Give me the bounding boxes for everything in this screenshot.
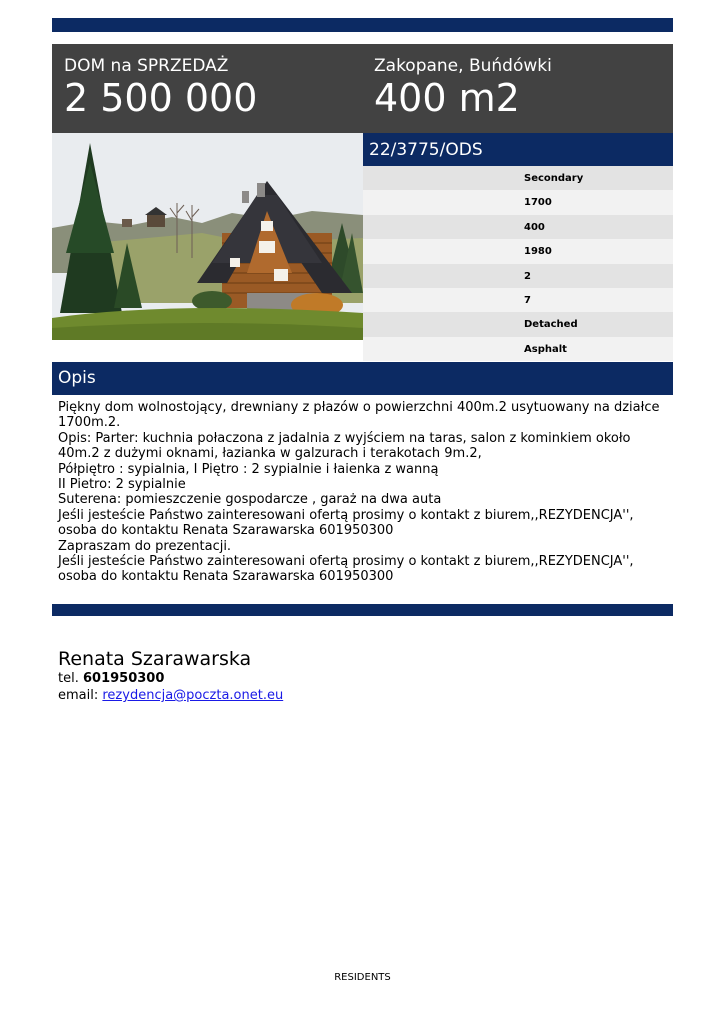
email-line bbox=[58, 687, 283, 704]
location: Zakopane, Buńdówki bbox=[374, 56, 552, 76]
spec-value: Detached bbox=[524, 319, 578, 331]
price: 2 500 000 bbox=[64, 76, 258, 120]
spec-value: 7 bbox=[524, 294, 531, 306]
description-line: Piękny dom wolnostojący, drewniany z płazów o powierzchni 400m.2 usytuowany na działce 1700m.2. bbox=[58, 400, 660, 431]
description-line: Suterena: pomieszczenie gospodarcze , garaż na dwa auta bbox=[58, 492, 442, 508]
listing-reference: 22/3775/ODS bbox=[369, 140, 483, 160]
top-accent-band bbox=[52, 18, 673, 32]
spec-row-access-road bbox=[363, 337, 673, 361]
description-title: Opis bbox=[58, 368, 96, 388]
footer-text: RESIDENTS bbox=[334, 972, 391, 983]
spec-row-rooms bbox=[363, 288, 673, 312]
description-body bbox=[58, 400, 668, 585]
spec-value: Asphalt bbox=[524, 343, 567, 355]
bottom-accent-band bbox=[52, 604, 673, 616]
spec-row-plot-area bbox=[363, 190, 673, 214]
reference-bar bbox=[363, 133, 673, 166]
phone-line bbox=[58, 670, 283, 687]
phone-label: tel. bbox=[58, 671, 79, 686]
spec-row-market bbox=[363, 166, 673, 190]
header-right bbox=[374, 56, 552, 120]
listing-header bbox=[52, 44, 673, 133]
email-link[interactable]: rezydencja@poczta.onet.eu bbox=[102, 688, 284, 703]
spec-value: 400 bbox=[524, 221, 545, 233]
spec-value: Secondary bbox=[524, 173, 584, 184]
property-type-label: DOM na SPRZEDAŻ bbox=[64, 56, 229, 76]
description-line: Jeśli jesteście Państwo zainteresowani ofertą prosimy o kontakt z biurem,,REZYDENCJA'', osoba do kontaktu Renata Szarawarska 601950300 bbox=[58, 507, 634, 539]
spec-row-usable-area bbox=[363, 215, 673, 239]
spec-value: 1980 bbox=[524, 246, 552, 258]
spec-row-floors bbox=[363, 264, 673, 288]
description-line: Jeśli jesteście Państwo zainteresowani ofertą prosimy o kontakt z biurem,,REZYDENCJA'', osoba do kontaktu Renata Szarawarska 601950300 bbox=[58, 554, 634, 585]
property-photo bbox=[52, 133, 363, 340]
description-line: Opis: Parter: kuchnia połaczona z jadalnia z wyjściem na taras, salon z kominkiem około 40m.2 z dużymi oknami, łazianka w galzurach i terakotach 9m.2, bbox=[58, 430, 631, 462]
agent-name: Renata Szarawarska bbox=[58, 648, 252, 670]
agent-contact bbox=[58, 648, 283, 704]
email-label: email: bbox=[58, 688, 99, 703]
specs-table bbox=[363, 166, 673, 361]
phone-number: 601950300 bbox=[82, 671, 165, 686]
description-line: Półpiętro : sypialnia, I Piętro : 2 sypialnie i łaienka z wanną bbox=[58, 461, 439, 477]
spec-value: 1700 bbox=[524, 197, 552, 209]
area: 400 m2 bbox=[374, 76, 520, 120]
spec-row-building-type bbox=[363, 312, 673, 336]
spec-value: 2 bbox=[524, 270, 531, 282]
description-line: Zapraszam do prezentacji. bbox=[58, 538, 232, 554]
spec-row-year-built bbox=[363, 239, 673, 263]
description-line: II Pietro: 2 sypialnie bbox=[58, 477, 186, 493]
header-left bbox=[64, 56, 257, 120]
description-header bbox=[52, 362, 673, 395]
